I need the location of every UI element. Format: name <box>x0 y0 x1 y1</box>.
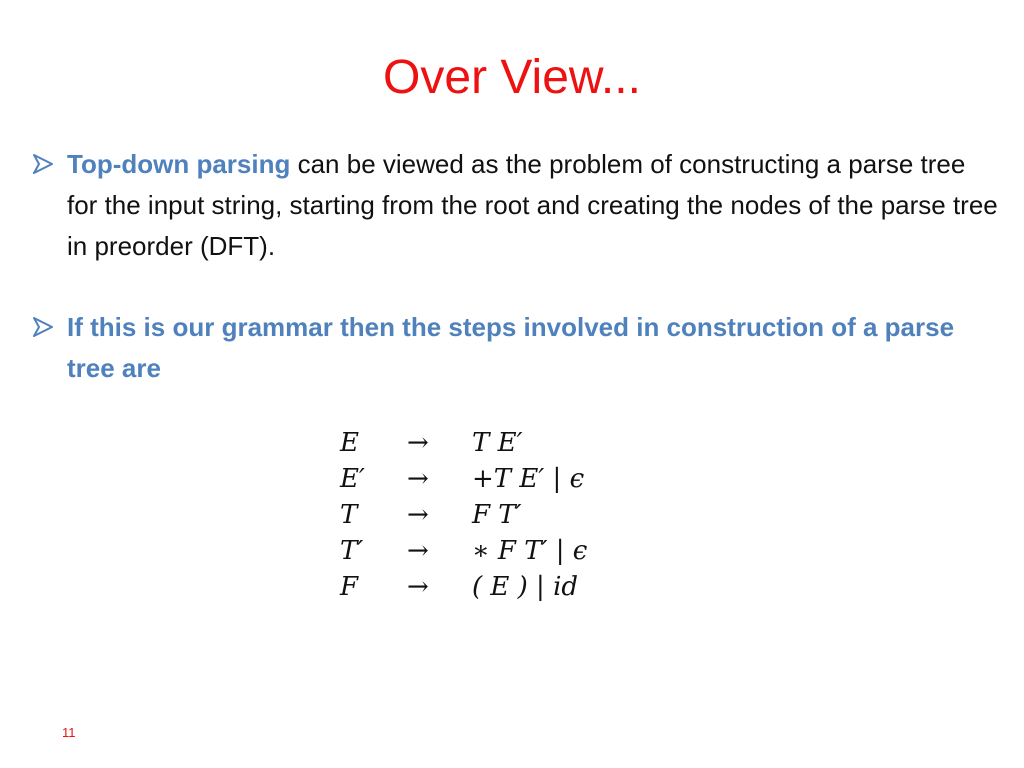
bullet-highlight: Top-down parsing <box>67 149 291 179</box>
bullet-highlight: If this is our grammar then the steps involved in construction of a parse tree are <box>67 312 955 383</box>
rule-arrow: → <box>407 500 429 530</box>
arrow-bullet-icon <box>30 314 56 340</box>
rule-lhs: T′ <box>340 536 364 566</box>
rule-rhs: ( E ) | id <box>472 572 579 602</box>
rule-rhs: T E′ <box>472 428 523 458</box>
rule-arrow: → <box>407 428 429 458</box>
rule-lhs: E <box>340 428 359 458</box>
rule-lhs: E′ <box>340 464 365 494</box>
rule-rhs: +T E′ | ϵ <box>472 464 585 494</box>
rule-arrow: → <box>407 572 429 602</box>
arrow-bullet-icon <box>30 151 56 177</box>
slide-title: Over View... <box>383 51 641 104</box>
bullet-item <box>30 144 1000 267</box>
page-number: 11 <box>62 725 76 740</box>
rule-lhs: F <box>340 572 359 602</box>
rule-rhs: F T′ <box>472 500 522 530</box>
bullet-list <box>30 144 1000 389</box>
rule-lhs: T <box>340 500 358 530</box>
rule-rhs: ∗ F T′ | ϵ <box>472 536 588 566</box>
bullet-item <box>30 307 1000 389</box>
rule-arrow: → <box>407 464 429 494</box>
bullet-text: can be viewed as the problem of constructing a parse tree for the input string, starting from the root and creating the nodes of the parse tree in preorder (DFT). <box>67 149 998 261</box>
rule-arrow: → <box>407 536 429 566</box>
